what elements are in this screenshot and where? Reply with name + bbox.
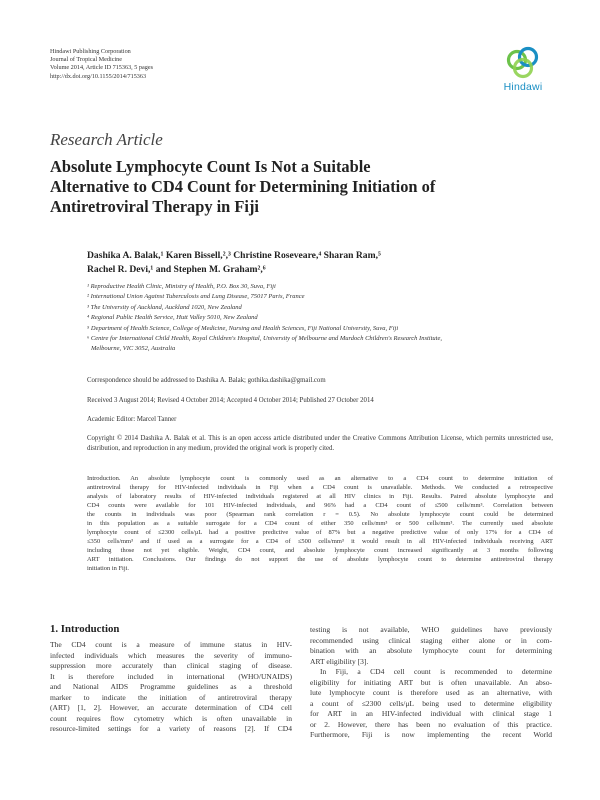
body-line: It is therefore included in international (WHO/UNAIDS): [50, 671, 292, 681]
academic-editor: Academic Editor: Marcel Tanner: [87, 416, 177, 423]
correspondence: Correspondence should be addressed to Dashika A. Balak; gothika.dashika@gmail.com: [87, 377, 326, 384]
body-line: infected individuals which measures the severity of immuno-: [50, 650, 292, 660]
body-line: recommended using clinical staging either alone or in com-: [310, 635, 552, 645]
abstract-line: including those not yet eligible. Weight, CD4 count, and absolute lymphocyte count increased significantly at 3 months following: [87, 547, 553, 555]
title-line: Antiretroviral Therapy in Fiji: [50, 197, 259, 216]
authors-line: Dashika A. Balak,¹ Karen Bissell,²,³ Christine Roseveare,⁴ Sharan Ram,⁵: [87, 250, 381, 261]
body-line: suppression more accurately than clinical staging of disease.: [50, 661, 292, 671]
affiliation: ³ The University of Auckland, Auckland 1020, New Zealand: [87, 303, 242, 311]
abstract-line: ART initiation. Conclusions. Our findings do not support the use of absolute lymphocyte count to determine antiretroviral therapy: [87, 556, 553, 564]
body-line: testing is not available, WHO guidelines have previously: [310, 625, 552, 634]
body-line: (ART) [1, 2]. However, an accurate determination of CD4 cell: [50, 703, 292, 713]
body-line: a count of ≤2300 cells/μL being used to determine eligibility: [310, 698, 552, 708]
authors-line: Rachel R. Devi,¹ and Stephen M. Graham²,⁶: [87, 264, 266, 275]
affiliation: ⁴ Regional Public Health Service, Hutt Valley 5010, New Zealand: [87, 314, 258, 322]
body-line: Furthermore, Fiji is now implementing the recent World: [310, 730, 552, 740]
abstract-line: initiation in Fiji.: [87, 565, 130, 573]
affiliation: ⁵ Department of Health Science, College of Medicine, Nursing and Health Sciences, Fiji National University, Suva, Fiji: [87, 324, 399, 332]
body-line: for ART in an HIV-infected individual with clinical stage 1: [310, 709, 552, 719]
volume-info: Volume 2014, Article ID 715363, 5 pages: [50, 64, 153, 72]
abstract-line: Introduction. An absolute lymphocyte count is commonly used as an alternative to a CD4 count to determine initiation of: [87, 475, 553, 482]
body-line: eligibility for initiating ART but is often unavailable. An abso-: [310, 677, 552, 687]
abstract-line: antiretroviral therapy for HIV-infected individuals in Fiji when a CD4 count is unavailable. Methods. We conducted a retrospective: [87, 484, 553, 492]
hindawi-wordmark: Hindawi: [503, 81, 543, 93]
body-line: marker to indicate the initiation of antiretroviral therapy: [50, 692, 292, 702]
abstract-line: lymphocyte count of ≤2300 cells/μL had a positive predictive value of 87% but a negative predictive value of only 17% for a CD4 of: [87, 529, 553, 537]
affiliation: ¹ Reproductive Health Clinic, Ministry of Health, P.O. Box 30, Suva, Fiji: [87, 283, 276, 290]
title-line: Absolute Lymphocyte Count Is Not a Suitable: [50, 157, 371, 176]
copyright-notice: Copyright © 2014 Dashika A. Balak et al. This is an open access article distributed under the Creative Commons Attribution License, which permits unrestricted use, distribution, and reproduction in any medium, provided the original work is properly cited.: [87, 435, 553, 452]
abstract: [87, 474, 553, 574]
article-dates: Received 3 August 2014; Revised 4 October 2014; Accepted 4 October 2014; Published 27 October 2014: [87, 397, 374, 404]
body-column-right: [310, 625, 552, 741]
body-line: ART eligibility [3].: [310, 656, 369, 666]
hindawi-logo: [500, 46, 546, 93]
article-title: [50, 157, 550, 217]
abstract-line: CD4 counts were available for 101 HIV-infected individuals, and 96% had a CD4 count of ≤500 cells/mm³. Correlation between: [87, 502, 553, 510]
body-line: resource-limited settings for a variety of reasons [2]. If CD4: [50, 724, 292, 734]
author-list: [87, 249, 557, 277]
affiliations: [87, 282, 557, 355]
body-line: bination with an absolute lymphocyte count for determining: [310, 646, 552, 656]
section-heading: 1. Introduction: [50, 623, 120, 635]
journal-header: [50, 48, 153, 81]
body-column-left: [50, 640, 292, 735]
title-line: Alternative to CD4 Count for Determining Initiation of: [50, 177, 436, 196]
affiliation: Melbourne, VIC 3052, Australia: [91, 345, 176, 353]
body-line: count requires flow cytometry which is often unavailable in: [50, 713, 292, 723]
article-type: Research Article: [50, 130, 163, 149]
abstract-line: the counts in individuals was poor (Spearman rank correlation r = 0.5). No absolute lymphocyte count could be determined: [87, 511, 553, 519]
body-line: or 2. However, there has been no evaluation of this practice.: [310, 719, 552, 729]
affiliation: ⁶ Centre for International Child Health, Royal Children's Hospital, University of Melbourne and Murdoch Children's Research Institute,: [87, 335, 442, 343]
body-line: In Fiji, a CD4 cell count is recommended to determine: [320, 667, 552, 677]
doi-link[interactable]: http://dx.doi.org/10.1155/2014/715363: [50, 72, 147, 80]
publisher-line: Hindawi Publishing Corporation: [50, 48, 131, 55]
hindawi-logo-icon: [506, 46, 540, 80]
body-line: and National AIDS Programme guidelines as a threshold: [50, 682, 292, 692]
body-line: lute lymphocyte count is therefore used as an alternative, with: [310, 688, 552, 698]
abstract-line: analysis of laboratory results of HIV-infected individuals registered at all HIV clinics in Fiji. Results. Paired absolute lymphocyte and: [87, 493, 553, 501]
abstract-line: ≤350 cells/mm³ and if used as a surrogate for a CD4 of ≤500 cells/mm³ it would result in all HIV-infected individuals receiving ART: [87, 538, 553, 546]
body-line: The CD4 count is a measure of immune status in HIV-: [50, 640, 292, 649]
affiliation: ² International Union Against Tuberculosis and Lung Disease, 75017 Paris, France: [87, 293, 305, 301]
abstract-line: in this population as a suitable surrogate for a CD4 count of either 350 cells/mm³ or 500 cells/mm³. The currently used absolute: [87, 520, 553, 528]
journal-name: Journal of Tropical Medicine: [50, 56, 123, 64]
